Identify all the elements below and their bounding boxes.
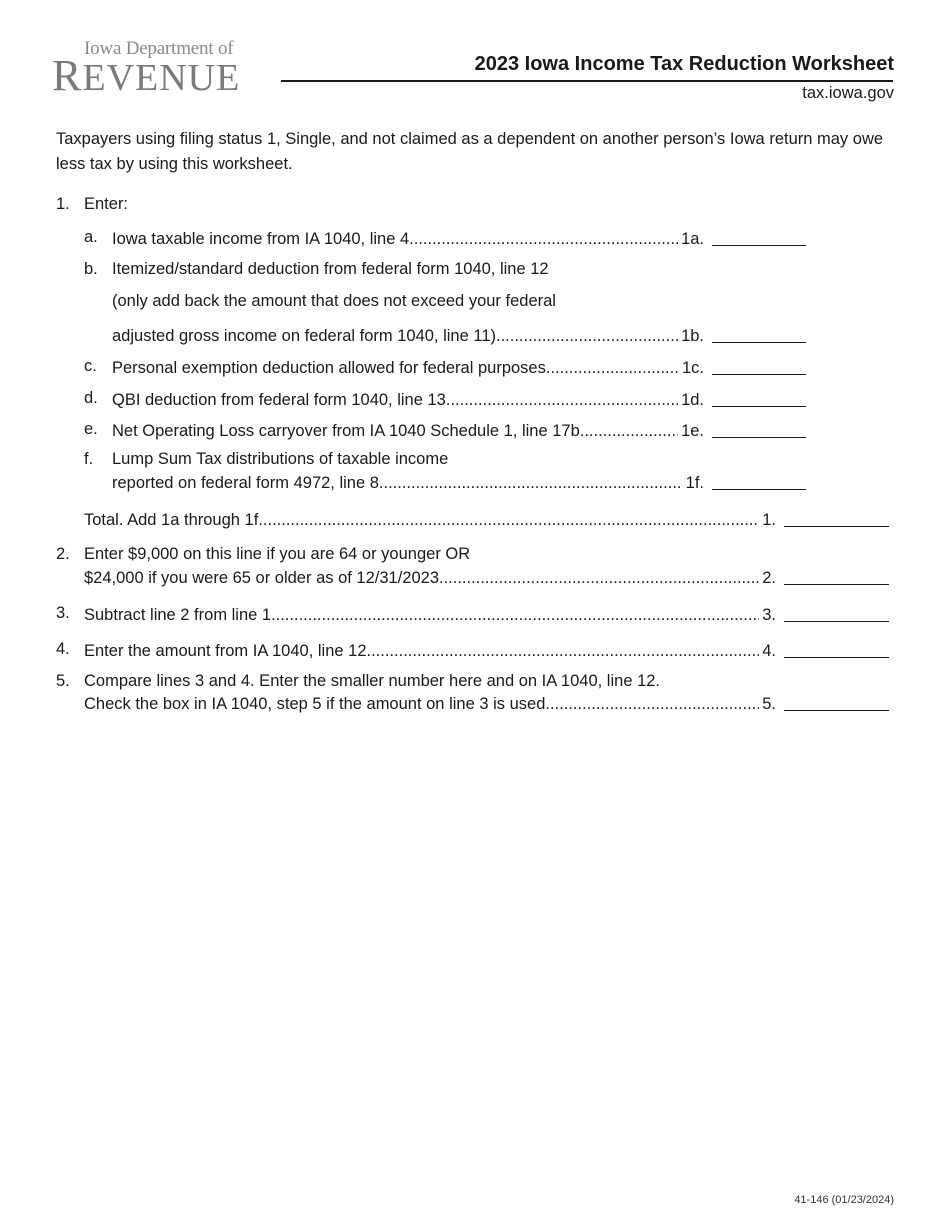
form-number: 41-146 (01/23/2024) bbox=[794, 1194, 894, 1206]
step-5-row bbox=[84, 692, 889, 714]
step-2-ref: 2. bbox=[762, 569, 776, 587]
leader-dots bbox=[545, 694, 759, 714]
line-1f-ref: 1f. bbox=[685, 474, 704, 492]
line-1b-input[interactable] bbox=[712, 326, 806, 343]
step-5-number: 5. bbox=[56, 672, 70, 690]
line-1c-text: Personal exemption deduction allowed for federal purposes bbox=[112, 359, 546, 377]
line-1e-text: Net Operating Loss carryover from IA 1040 Schedule 1, line 17b bbox=[112, 422, 580, 440]
line-1f-letter: f. bbox=[84, 450, 94, 468]
leader-dots bbox=[546, 358, 679, 378]
line-1d-input[interactable] bbox=[712, 390, 806, 407]
line-1-total-input[interactable] bbox=[784, 510, 889, 527]
leader-dots bbox=[258, 510, 759, 530]
line-1a-letter: a. bbox=[84, 228, 98, 246]
line-1a-text: Iowa taxable income from IA 1040, line 4 bbox=[112, 230, 410, 248]
step-2-number: 2. bbox=[56, 545, 70, 563]
line-1a-input[interactable] bbox=[712, 229, 806, 246]
step-5-text-2: Check the box in IA 1040, step 5 if the amount on line 3 is used bbox=[84, 695, 546, 713]
website-link[interactable]: tax.iowa.gov bbox=[802, 84, 894, 102]
line-1b-row bbox=[112, 324, 806, 346]
iowa-revenue-logo bbox=[52, 36, 262, 100]
step-3-number: 3. bbox=[56, 604, 70, 622]
line-1b-text-1: Itemized/standard deduction from federal form 1040, line 12 bbox=[112, 260, 549, 278]
step-5-ref: 5. bbox=[762, 695, 776, 713]
logo-department-text: Iowa Department of bbox=[84, 38, 234, 59]
step-2-text-2: $24,000 if you were 65 or older as of 12/31/2023 bbox=[84, 569, 439, 587]
line-1c-row bbox=[112, 356, 806, 378]
step-2-text-1: Enter $9,000 on this line if you are 64 or younger OR bbox=[84, 545, 471, 563]
intro-text: Taxpayers using filing status 1, Single, and not claimed as a dependent on another person’s Iowa return may owe less tax by using this worksheet. bbox=[56, 130, 884, 173]
leader-dots bbox=[439, 568, 759, 588]
line-1e-ref: 1e. bbox=[681, 422, 704, 440]
leader-dots bbox=[446, 390, 678, 410]
line-1e-input[interactable] bbox=[712, 421, 806, 438]
line-1a-row bbox=[112, 227, 806, 249]
line-1b-letter: b. bbox=[84, 260, 98, 278]
line-1d-row bbox=[112, 388, 806, 410]
line-1f-text-1: Lump Sum Tax distributions of taxable income bbox=[112, 450, 449, 468]
step-5-input[interactable] bbox=[784, 694, 889, 711]
header-rule bbox=[281, 80, 893, 82]
step-3-row bbox=[84, 603, 889, 625]
line-1a-ref: 1a. bbox=[681, 230, 704, 248]
line-1b-ref: 1b. bbox=[681, 327, 704, 345]
step-1-label: Enter: bbox=[84, 195, 129, 213]
step-1-number: 1. bbox=[56, 195, 70, 213]
leader-dots bbox=[367, 641, 760, 661]
leader-dots bbox=[580, 421, 678, 441]
step-4-row bbox=[84, 639, 889, 661]
step-4-ref: 4. bbox=[762, 642, 776, 660]
line-1b-text-3: adjusted gross income on federal form 1040, line 11) bbox=[112, 327, 496, 345]
line-1c-ref: 1c. bbox=[681, 359, 704, 377]
step-3-input[interactable] bbox=[784, 605, 889, 622]
leader-dots bbox=[496, 326, 678, 346]
line-1f-text-2: reported on federal form 4972, line 8 bbox=[112, 474, 379, 492]
step-3-ref: 3. bbox=[762, 606, 776, 624]
step-5-text-1: Compare lines 3 and 4. Enter the smaller number here and on IA 1040, line 12. bbox=[84, 672, 661, 690]
line-1d-ref: 1d. bbox=[681, 391, 704, 409]
step-2-input[interactable] bbox=[784, 568, 889, 585]
leader-dots bbox=[379, 473, 683, 493]
line-1d-text: QBI deduction from federal form 1040, line 13 bbox=[112, 391, 446, 409]
step-4-number: 4. bbox=[56, 640, 70, 658]
line-1-total-text: Total. Add 1a through 1f bbox=[84, 511, 259, 529]
step-3-text: Subtract line 2 from line 1 bbox=[84, 606, 272, 624]
leader-dots bbox=[409, 229, 678, 249]
page-title: 2023 Iowa Income Tax Reduction Worksheet bbox=[474, 53, 894, 75]
logo-revenue-text: REVENUE bbox=[52, 51, 241, 100]
line-1d-letter: d. bbox=[84, 389, 98, 407]
line-1f-row bbox=[112, 471, 806, 493]
line-1-total-ref: 1. bbox=[762, 511, 776, 529]
line-1f-input[interactable] bbox=[712, 473, 806, 490]
line-1e-row bbox=[112, 419, 806, 441]
line-1c-letter: c. bbox=[84, 357, 97, 375]
step-4-text: Enter the amount from IA 1040, line 12 bbox=[84, 642, 367, 660]
step-2-row bbox=[84, 566, 889, 588]
line-1-total-row bbox=[84, 508, 889, 530]
line-1c-input[interactable] bbox=[712, 358, 806, 375]
leader-dots bbox=[271, 605, 759, 625]
line-1b-text-2: (only add back the amount that does not exceed your federal bbox=[112, 292, 556, 310]
step-4-input[interactable] bbox=[784, 641, 889, 658]
line-1e-letter: e. bbox=[84, 420, 98, 438]
